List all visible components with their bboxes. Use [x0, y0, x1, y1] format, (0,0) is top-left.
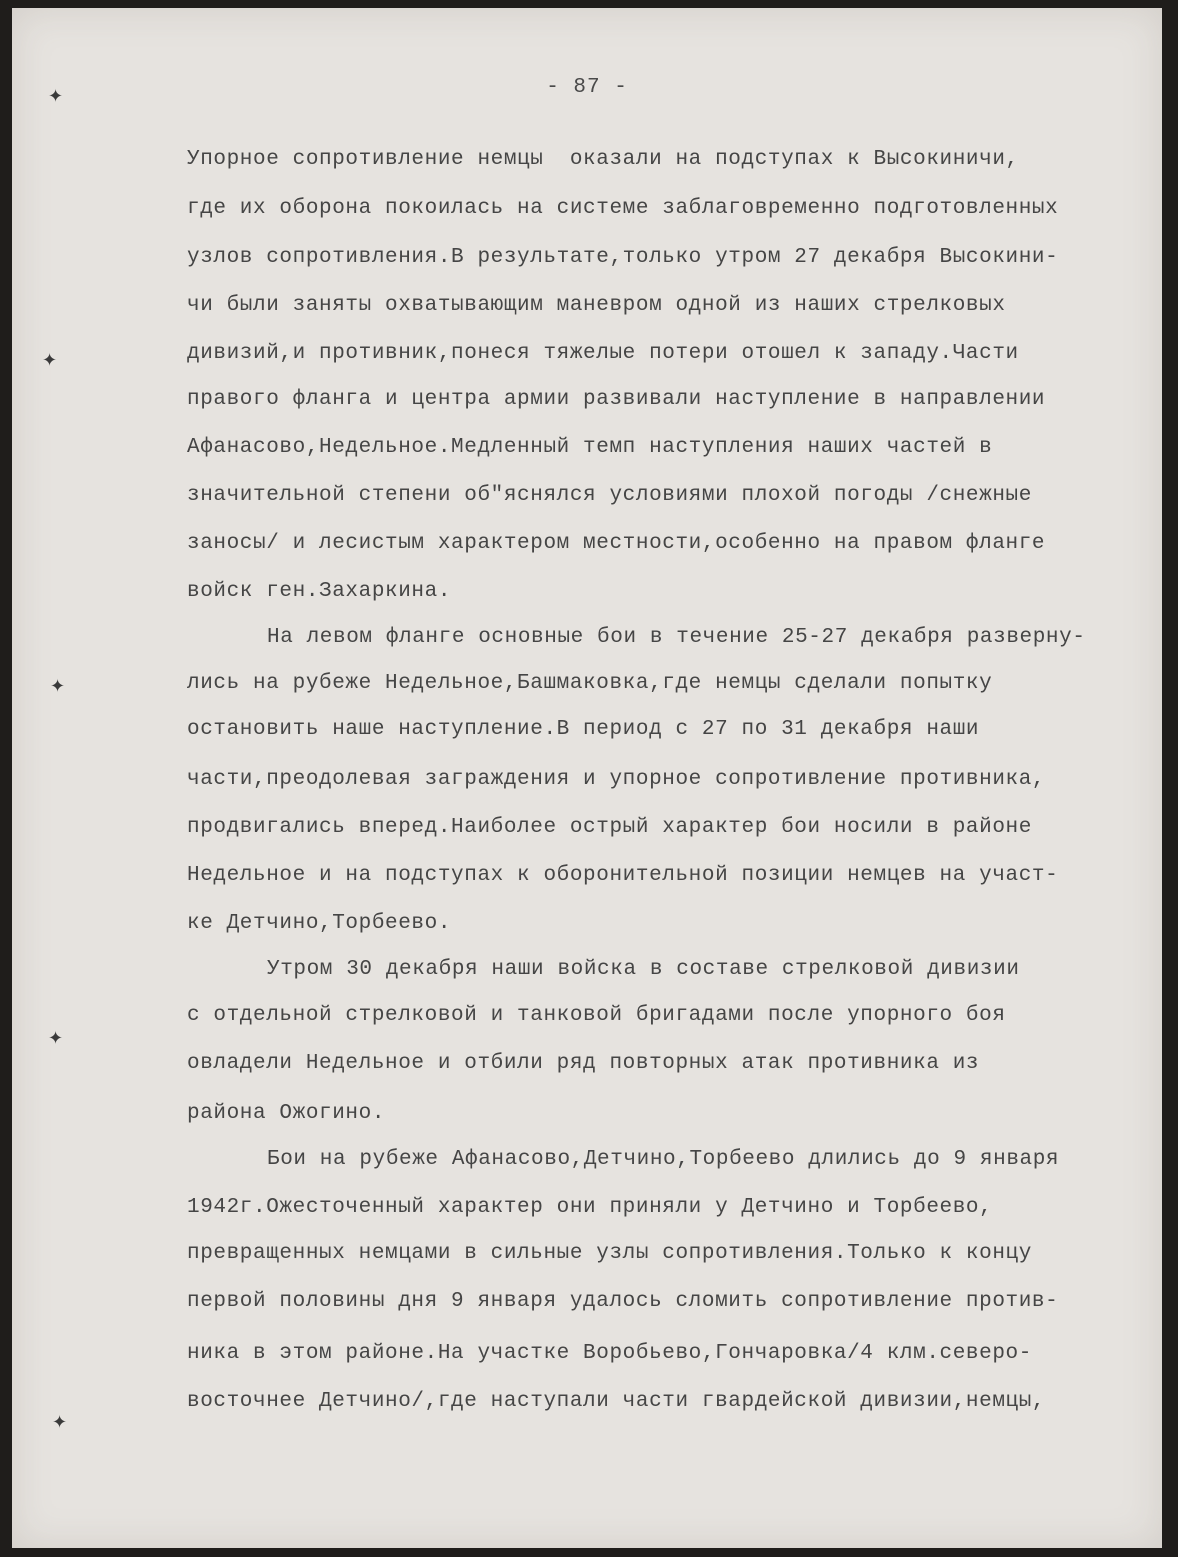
text-line: первой половины дня 9 января удалось сломить сопротивление против-	[187, 1290, 1059, 1313]
text-line: продвигались вперед.Наиболее острый характер бои носили в районе	[187, 816, 1032, 839]
text-line: ке Детчино,Торбеево.	[187, 912, 452, 935]
text-line: Бои на рубеже Афанасово,Детчино,Торбеево длились до 9 января	[267, 1148, 1060, 1171]
text-line: части,преодолевая заграждения и упорное сопротивление противника,	[187, 768, 1046, 791]
text-line: чи были заняты охватывающим маневром одной из наших стрелковых	[187, 294, 1006, 317]
text-line: Недельное и на подступах к оборонительной позиции немцев на участ-	[187, 864, 1059, 887]
text-line: лись на рубеже Недельное,Башмаковка,где немцы сделали попытку	[187, 672, 993, 695]
text-line: восточнее Детчино/,где наступали части гвардейской дивизии,немцы,	[187, 1390, 1046, 1413]
text-line: где их оборона покоилась на системе заблаговременно подготовленных	[187, 197, 1059, 220]
text-line: войск ген.Захаркина.	[187, 580, 452, 603]
text-line: превращенных немцами в сильные узлы сопротивления.Только к концу	[187, 1242, 1032, 1265]
text-line: 1942г.Ожесточенный характер они приняли у Детчино и Торбеево,	[187, 1196, 993, 1219]
text-line: Афанасово,Недельное.Медленный темп наступления наших частей в	[187, 436, 993, 459]
text-line: дивизий,и противник,понеся тяжелые потери отошел к западу.Части	[187, 342, 1019, 365]
text-line: правого фланга и центра армии развивали наступление в направлении	[187, 388, 1046, 411]
text-line: узлов сопротивления.В результате,только утром 27 декабря Высокини-	[187, 246, 1059, 269]
page-number: - 87 -	[546, 76, 628, 99]
text-line: На левом фланге основные бои в течение 25-27 декабря разверну-	[267, 626, 1086, 649]
document-page	[12, 8, 1162, 1548]
text-line: с отдельной стрелковой и танковой бригадами после упорного боя	[187, 1004, 1006, 1027]
text-line: Упорное сопротивление немцы оказали на подступах к Высокиничи,	[187, 148, 1019, 171]
binding-hole-mark-icon: ✦	[48, 86, 64, 107]
text-line: района Ожогино.	[187, 1102, 386, 1125]
binding-hole-mark-icon: ✦	[42, 350, 58, 371]
binding-hole-mark-icon: ✦	[52, 1412, 68, 1433]
text-line: Утром 30 декабря наши войска в составе стрелковой дивизии	[267, 958, 1020, 981]
text-line: овладели Недельное и отбили ряд повторных атак противника из	[187, 1052, 980, 1075]
text-line: значительной степени об"яснялся условиями плохой погоды /снежные	[187, 484, 1032, 507]
binding-hole-mark-icon: ✦	[48, 1028, 64, 1049]
binding-hole-mark-icon: ✦	[50, 676, 66, 697]
text-line: заносы/ и лесистым характером местности,особенно на правом фланге	[187, 532, 1046, 555]
text-line: остановить наше наступление.В период с 27 по 31 декабря наши	[187, 718, 980, 741]
text-line: ника в этом районе.На участке Воробьево,Гончаровка/4 клм.северо-	[187, 1342, 1032, 1365]
